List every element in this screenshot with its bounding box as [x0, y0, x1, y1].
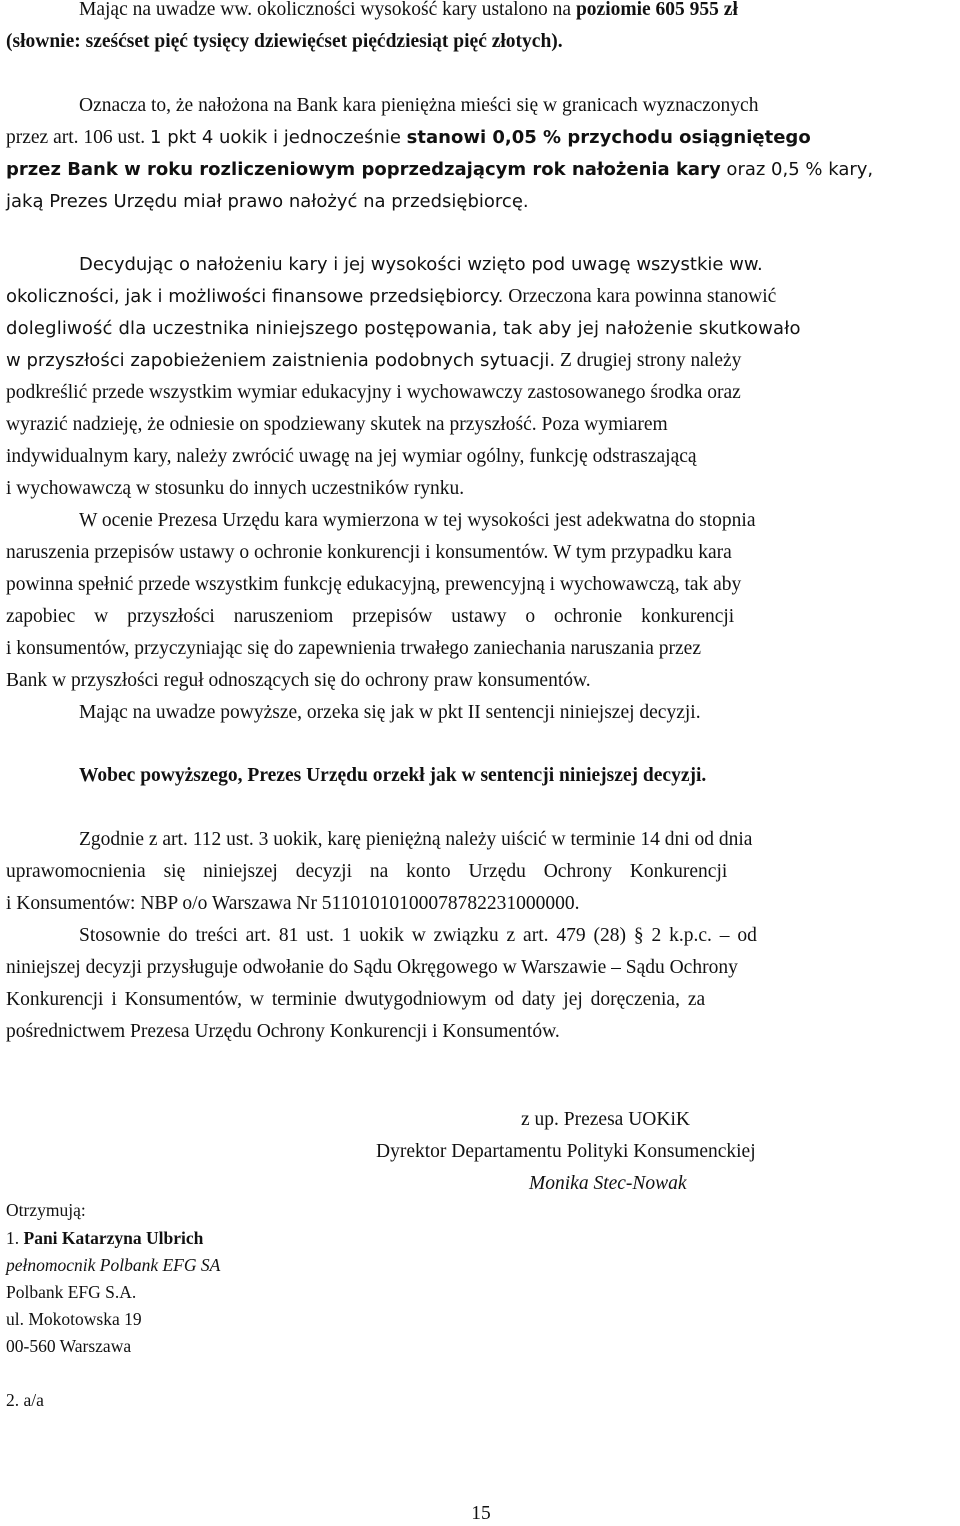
p7-line-3: i Konsumentów: NBP o/o Warszawa Nr 51101010100078782231000000.: [6, 893, 580, 914]
p8-line-4: pośrednictwem Prezesa Urzędu Ochrony Konkurencji i Konsumentów.: [6, 1021, 560, 1042]
text: 1 pkt 4 uokik i jednocześnie: [150, 127, 407, 148]
recipients-heading: Otrzymują:: [6, 1200, 86, 1220]
p2-line-4: jaką Prezes Urzędu miał prawo nałożyć na przedsiębiorcę.: [6, 191, 529, 212]
p4-line-5: i konsumentów, przyczyniając się do zapewnienia trwałego zaniechania naruszania przez: [6, 638, 701, 659]
p3-line-6: [6, 413, 668, 437]
p1-line-1: [79, 0, 738, 22]
text: przez art. 106 ust.: [6, 127, 151, 148]
p4-line-1: W ocenie Prezesa Urzędu kara wymierzona w tej wysokości jest adekwatna do stopnia: [79, 510, 756, 531]
text: Pani Katarzyna Ulbrich: [23, 1228, 204, 1248]
p3-line-8: i wychowawczą w stosunku do innych uczestników rynku.: [6, 478, 465, 499]
p3-line-3: dolegliwość dla uczestnika niniejszego postępowania, tak aby jej nałożenie skutkowało: [6, 318, 801, 339]
text: Orzeczona kara powinna stanowić: [503, 286, 777, 307]
p3-line-5: podkreślić przede wszystkim wymiar edukacyjny i wychowawczy zastosowanego środka oraz: [6, 382, 741, 403]
text: oraz 0,5 % kary,: [720, 159, 874, 180]
p2-line-2: [6, 126, 811, 150]
p1-line-2: (słownie: sześćset pięć tysięcy dziewięćset pięćdziesiąt pięć złotych).: [6, 31, 563, 52]
recipient-1-role: pełnomocnik Polbank EFG SA: [6, 1255, 221, 1275]
signature-name: Monika Stec-Nowak: [529, 1173, 687, 1194]
p4-line-6: Bank w przyszłości reguł odnoszących się do ochrony praw konsumentów.: [6, 670, 591, 691]
p8-line-1: Stosownie do treści art. 81 ust. 1 uokik w związku z art. 479 (28) § 2 k.p.c. – od: [79, 925, 757, 946]
text: Z drugiej strony należy: [555, 350, 742, 371]
text: stanowi 0,05 % przychodu osiągniętego: [406, 127, 811, 148]
p8-line-2: niniejszej decyzji przysługuje odwołanie do Sądu Okręgowego w Warszawie – Sądu Ochrony: [6, 957, 738, 978]
p2-line-3: [6, 158, 873, 182]
p7-line-2: uprawomocnienia się niniejszej decyzji na konto Urzędu Ochrony Konkurencji: [6, 861, 728, 882]
p7-line-1: Zgodnie z art. 112 ust. 3 uokik, karę pieniężną należy uiścić w terminie 14 dni od dnia: [79, 829, 753, 850]
text: okoliczności, jak i możliwości finansowe przedsiębiorcy.: [6, 286, 504, 307]
p2-line-1: Oznacza to, że nałożona na Bank kara pieniężna mieści się w granicach wyznaczonych: [79, 95, 759, 116]
p3-line-4: [6, 349, 741, 373]
text: Poza wymiarem: [536, 414, 668, 435]
page-number: 15: [471, 1503, 491, 1524]
recipient-2: 2. a/a: [6, 1390, 44, 1410]
text: wyrazić nadzieję, że odniesie on spodziewany skutek na przyszłość.: [6, 414, 537, 435]
p3-line-2: [6, 285, 776, 309]
text: przez Bank w roku rozliczeniowym poprzedzającym rok nałożenia kary: [6, 159, 721, 180]
recipient-1-company: Polbank EFG S.A.: [6, 1282, 137, 1302]
recipient-1-name: [6, 1226, 203, 1250]
text: Mając na uwadze ww. okoliczności wysokość kary ustalono na: [79, 0, 576, 20]
fine-amount: poziomie 605 955 zł: [575, 0, 738, 20]
recipient-1-street: ul. Mokotowska 19: [6, 1309, 142, 1329]
p8-line-3: Konkurencji i Konsumentów, w terminie dwutygodniowym od daty jej doręczenia, za: [6, 989, 706, 1010]
text: w przyszłości zapobieżeniem zaistnienia podobnych sytuacji.: [6, 350, 556, 371]
text: 1.: [6, 1228, 24, 1248]
p3-line-1: [79, 253, 956, 277]
recipient-1-city: 00-560 Warszawa: [6, 1336, 132, 1356]
text: Decydując o nałożeniu kary i jej wysokości wzięto pod uwagę wszystkie ww.: [79, 254, 763, 275]
p5-line: Mając na uwadze powyższe, orzeka się jak w pkt II sentencji niniejszej decyzji.: [79, 702, 701, 723]
signature-line-1: z up. Prezesa UOKiK: [521, 1109, 690, 1130]
p3-line-7: indywidualnym kary, należy zwrócić uwagę na jej wymiar ogólny, funkcję odstraszającą: [6, 446, 697, 467]
p4-line-2: naruszenia przepisów ustawy o ochronie konkurencji i konsumentów. W tym przypadku kara: [6, 542, 732, 563]
conclusion-line: Wobec powyższego, Prezes Urzędu orzekł jak w sentencji niniejszej decyzji.: [79, 765, 707, 786]
p4-line-3: powinna spełnić przede wszystkim funkcję edukacyjną, prewencyjną i wychowawczą, tak aby: [6, 574, 742, 595]
signature-line-2: Dyrektor Departamentu Polityki Konsumenckiej: [376, 1141, 756, 1162]
p4-line-4: zapobiec w przyszłości naruszeniom przepisów ustawy o ochronie konkurencji: [6, 606, 735, 627]
